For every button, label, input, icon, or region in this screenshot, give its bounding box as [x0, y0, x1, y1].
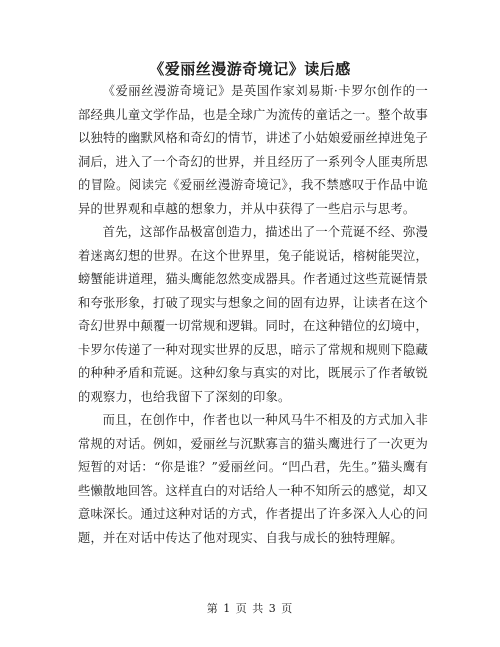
- document-title: 《爱丽丝漫游奇境记》读后感: [149, 60, 351, 78]
- document-body: [78, 80, 428, 550]
- paragraph-1: 《爱丽丝漫游奇境记》是英国作家刘易斯·卡罗尔创作的一部经典儿童文学作品，也是全球广为流传的童话之一。整个故事以独特的幽默风格和奇幻的情节，讲述了小姑娘爱丽丝掉进兔子洞后，进入了一个奇幻的世界，并且经历了一系列令人匪夷所思的冒险。阅读完《爱丽丝漫游奇境记》，我不禁感叹于作品中诡异的世界观和卓越的想象力，并从中获得了一些启示与思考。: [78, 84, 428, 216]
- paragraph-3: 而且，在创作中，作者也以一种风马牛不相及的方式加入非常规的对话。例如，爱丽丝与沉默寡言的猫头鹰进行了一次更为短暂的对话：“你是谁？”爱丽丝问。“凹凸君，先生。”猫头鹰有些懒散地回答。这样直白的对话给人一种不知所云的感觉，却又意味深长。通过这种对话的方式，作者提出了许多深入人心的问题，并在对话中传达了他对现实、自我与成长的独特理解。: [78, 413, 428, 545]
- page-number-footer: 第 1 页 共 3 页: [206, 602, 294, 615]
- paragraph-2: 首先，这部作品极富创造力，描述出了一个荒诞不经、弥漫着迷离幻想的世界。在这个世界里，兔子能说话，榕树能哭泣，螃蟹能讲道理，猫头鹰能忽然变成器具。作者通过这些荒诞情景和夸张形象，打破了现实与想象之间的固有边界，让读者在这个奇幻世界中颠覆一切常规和逻辑。同时，在这种错位的幻境中，卡罗尔传递了一种对现实世界的反思，暗示了常规和规则下隐藏的种种矛盾和荒诞。这种幻象与真实的对比，既展示了作者敏锐的观察力，也给我留下了深刻的印象。: [78, 225, 428, 404]
